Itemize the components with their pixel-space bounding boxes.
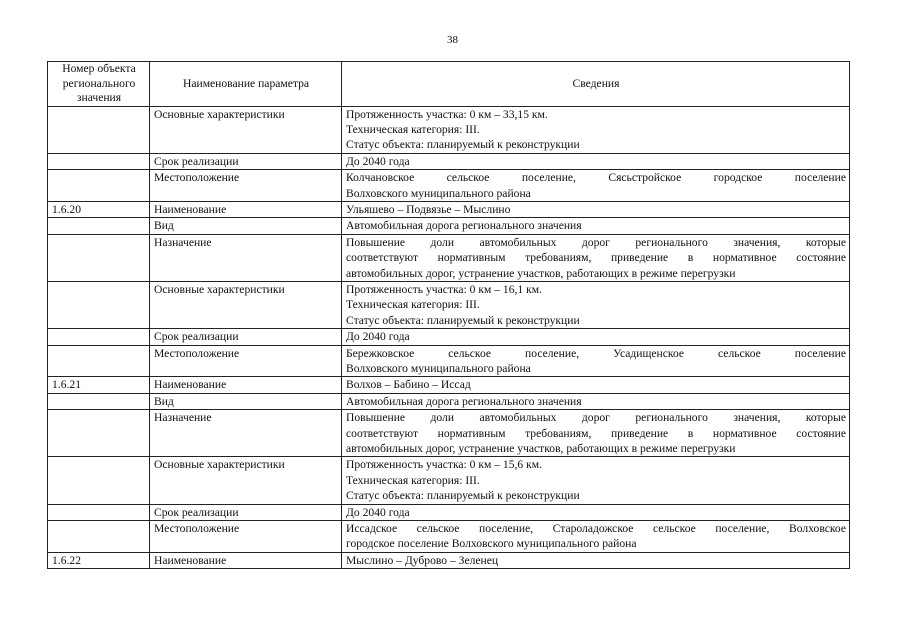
info-line: До 2040 года	[346, 330, 410, 344]
info-cell	[342, 345, 850, 377]
object-number-cell	[48, 106, 150, 153]
table-row	[48, 504, 850, 520]
object-number-cell: 1.6.20	[48, 201, 150, 217]
table-row	[48, 552, 850, 568]
info-line: Волхов – Бабино – Иссад	[346, 378, 471, 392]
info-line: соответствуют нормативным требованиям, приведение в нормативное состояние	[346, 426, 846, 440]
info-line: Повышение доли автомобильных дорог регионального значения, которые	[346, 411, 846, 425]
table-row	[48, 153, 850, 169]
info-line: автомобильных дорог, устранение участков, работающих в режиме перегрузки	[346, 266, 736, 280]
object-number-cell: 1.6.21	[48, 377, 150, 393]
table-row	[48, 393, 850, 409]
parameter-name-cell: Основные характеристики	[150, 106, 342, 153]
header-parameter-name: Наименование параметра	[150, 62, 342, 107]
info-cell	[342, 377, 850, 393]
object-number-cell	[48, 521, 150, 553]
parameter-name-cell: Наименование	[150, 377, 342, 393]
header-info: Сведения	[342, 62, 850, 107]
parameter-name-cell: Наименование	[150, 201, 342, 217]
info-line: Статус объекта: планируемый к реконструкции	[346, 138, 580, 152]
info-line: Автомобильная дорога регионального значения	[346, 219, 582, 233]
object-number-cell	[48, 170, 150, 202]
object-number-cell	[48, 281, 150, 328]
object-number-cell	[48, 218, 150, 234]
table-body	[48, 106, 850, 569]
info-cell	[342, 329, 850, 345]
parameter-name-cell: Местоположение	[150, 521, 342, 553]
info-line: Волховского муниципального района	[346, 186, 531, 200]
parameter-name-cell: Срок реализации	[150, 153, 342, 169]
info-line: До 2040 года	[346, 505, 410, 519]
table-header-row	[48, 62, 850, 107]
object-number-cell	[48, 393, 150, 409]
parameter-name-cell: Вид	[150, 218, 342, 234]
info-cell	[342, 281, 850, 328]
road-objects-table	[47, 61, 850, 569]
object-number-cell: 1.6.22	[48, 552, 150, 568]
parameter-name-cell: Срок реализации	[150, 504, 342, 520]
info-line: Волховского муниципального района	[346, 362, 531, 375]
parameter-name-cell: Основные характеристики	[150, 457, 342, 504]
info-line: Автомобильная дорога регионального значения	[346, 394, 582, 408]
parameter-name-cell: Срок реализации	[150, 329, 342, 345]
info-cell	[342, 457, 850, 504]
table-row	[48, 345, 850, 377]
info-line: Протяженность участка: 0 км – 33,15 км.	[346, 107, 548, 121]
info-line: Техническая категория: III.	[346, 298, 480, 312]
table-row	[48, 281, 850, 328]
info-line: Колчановское сельское поселение, Сясьстройское городское поселение	[346, 171, 846, 185]
info-line: автомобильных дорог, устранение участков, работающих в режиме перегрузки	[346, 442, 736, 456]
info-cell	[342, 201, 850, 217]
page-number: 38	[447, 34, 458, 46]
table-row	[48, 521, 850, 553]
info-line: Протяженность участка: 0 км – 16,1 км.	[346, 282, 542, 296]
parameter-name-cell: Назначение	[150, 410, 342, 457]
parameter-name-cell: Наименование	[150, 552, 342, 568]
info-cell	[342, 153, 850, 169]
parameter-name-cell: Вид	[150, 393, 342, 409]
table-row	[48, 377, 850, 393]
info-cell	[342, 410, 850, 457]
parameter-name-cell: Местоположение	[150, 170, 342, 202]
table-row	[48, 218, 850, 234]
info-line: Повышение доли автомобильных дорог регионального значения, которые	[346, 235, 846, 249]
object-number-cell	[48, 153, 150, 169]
table-row	[48, 106, 850, 153]
header-object-number: Номер объекта регионального значения	[48, 62, 150, 107]
table-row	[48, 329, 850, 345]
table-row	[48, 457, 850, 504]
parameter-name-cell: Местоположение	[150, 345, 342, 377]
info-line: Техническая категория: III.	[346, 122, 480, 136]
info-cell	[342, 234, 850, 281]
object-number-cell	[48, 457, 150, 504]
parameter-name-cell: Основные характеристики	[150, 281, 342, 328]
info-cell	[342, 504, 850, 520]
object-number-cell	[48, 410, 150, 457]
object-number-cell	[48, 329, 150, 345]
info-line: соответствуют нормативным требованиям, приведение в нормативное состояние	[346, 251, 846, 265]
info-cell	[342, 552, 850, 568]
table-row	[48, 410, 850, 457]
info-line: Ульяшево – Подвязье – Мыслино	[346, 202, 511, 216]
table-row	[48, 201, 850, 217]
info-line: Статус объекта: планируемый к реконструкции	[346, 313, 580, 327]
info-line: Техническая категория: III.	[346, 473, 480, 487]
info-cell	[342, 106, 850, 153]
info-line: Статус объекта: планируемый к реконструкции	[346, 489, 580, 503]
parameter-name-cell: Назначение	[150, 234, 342, 281]
info-line: Иссадское сельское поселение, Староладожское сельское поселение, Волховское	[346, 522, 846, 536]
info-cell	[342, 170, 850, 202]
info-line: Протяженность участка: 0 км – 15,6 км.	[346, 458, 542, 472]
table-row	[48, 234, 850, 281]
object-number-cell	[48, 504, 150, 520]
info-cell	[342, 393, 850, 409]
info-line: До 2040 года	[346, 154, 410, 168]
table-row	[48, 170, 850, 202]
info-line: городское поселение Волховского муниципального района	[346, 537, 637, 551]
object-number-cell	[48, 345, 150, 377]
info-line: Мыслино – Дуброво – Зеленец	[346, 553, 499, 567]
object-number-cell	[48, 234, 150, 281]
info-cell	[342, 521, 850, 553]
info-cell	[342, 218, 850, 234]
info-line: Бережковское сельское поселение, Усадищенское сельское поселение	[346, 346, 846, 360]
